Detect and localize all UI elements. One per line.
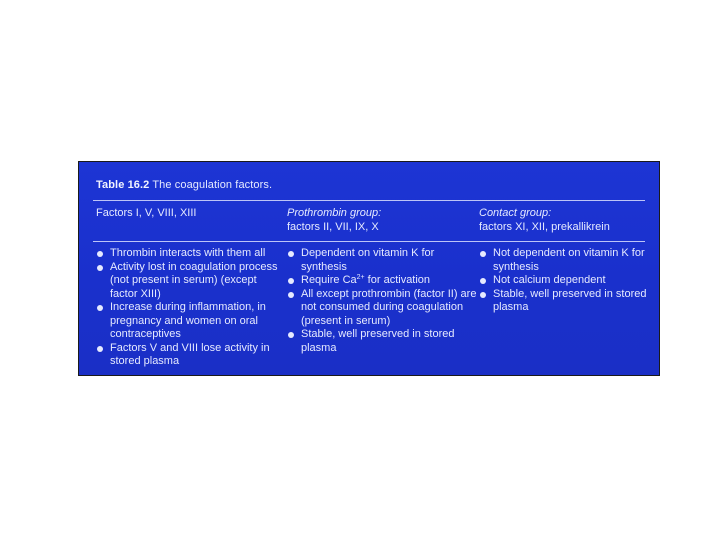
table-title — [96, 179, 272, 193]
top-rule — [93, 200, 645, 201]
list-item-text: Require Ca — [301, 274, 357, 286]
column-header-contact-group — [479, 207, 659, 235]
bullet-icon — [97, 346, 103, 352]
column-header-line2: factors II, VII, IX, X — [287, 221, 379, 233]
table-number: Table 16.2 — [96, 179, 150, 191]
list-item — [96, 247, 286, 261]
list-item — [479, 274, 659, 288]
list-item — [287, 328, 477, 355]
table-caption: The coagulation factors. — [152, 179, 273, 191]
list-item-text: Increase during inflammation, in pregnancy and women on oral contraceptives — [110, 301, 266, 340]
list-item-text: Not dependent on vitamin K for synthesis — [493, 247, 645, 273]
bullet-icon — [480, 251, 486, 257]
column-header-line1: Contact group: — [479, 207, 552, 219]
header-rule — [93, 241, 645, 242]
list-item-text: Not calcium dependent — [493, 274, 606, 286]
superscript: 2+ — [356, 274, 365, 281]
list-item-text: Dependent on vitamin K for synthesis — [301, 247, 435, 273]
column-header-factors — [96, 207, 286, 221]
column-header-prothrombin-group — [287, 207, 477, 235]
coagulation-factors-table — [78, 161, 660, 376]
list-item — [287, 288, 477, 329]
list-item-text: Thrombin interacts with them all — [110, 247, 266, 259]
column-header-line1: Factors I, V, VIII, XIII — [96, 207, 197, 219]
column-list-prothrombin-group — [287, 247, 477, 355]
list-item-text: Stable, well preserved in stored plasma — [301, 328, 455, 354]
list-item — [479, 288, 659, 315]
list-item-text: Stable, well preserved in stored plasma — [493, 287, 647, 313]
bullet-icon — [480, 292, 486, 298]
column-list-contact-group — [479, 247, 659, 315]
bullet-icon — [288, 332, 294, 338]
bullet-icon — [288, 278, 294, 284]
column-list-factors — [96, 247, 286, 369]
list-item-text: Factors V and VIII lose activity in stored plasma — [110, 341, 270, 367]
list-item-text: All except prothrombin (factor II) are not consumed during coagulation (present in serum) — [301, 287, 477, 327]
column-header-line2: factors XI, XII, prekallikrein — [479, 221, 610, 233]
list-item-text: Activity lost in coagulation process (not present in serum) (except factor XIII) — [110, 260, 278, 300]
column-header-line1: Prothrombin group: — [287, 207, 382, 219]
list-item — [96, 261, 286, 302]
list-item — [287, 247, 477, 274]
bullet-icon — [288, 251, 294, 257]
bullet-icon — [97, 305, 103, 311]
list-item — [96, 342, 286, 369]
bullet-icon — [97, 265, 103, 271]
list-item — [96, 301, 286, 342]
list-item — [479, 247, 659, 274]
bullet-icon — [97, 251, 103, 257]
list-item — [287, 274, 477, 288]
list-item-text-suffix: for activation — [364, 274, 431, 286]
bullet-icon — [288, 292, 294, 298]
bullet-icon — [480, 278, 486, 284]
